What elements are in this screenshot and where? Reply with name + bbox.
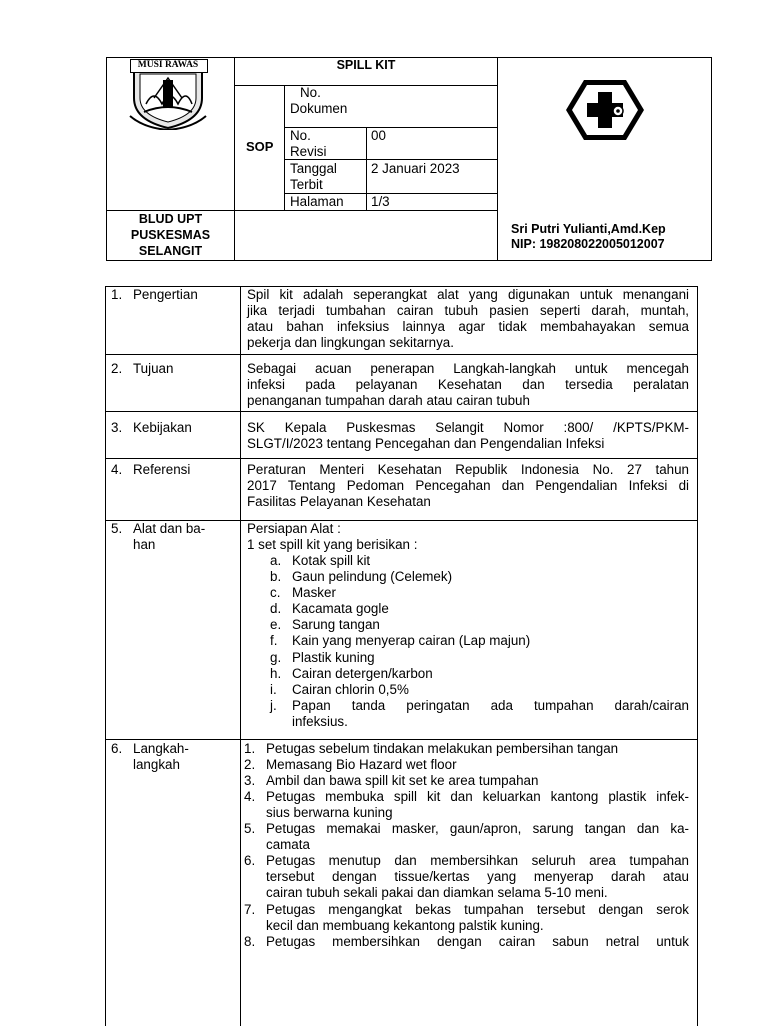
section-text-line: Sebagai acuan penerapan Langkah-langkah untuk mencegah [247,361,689,376]
step-marker: 5. [244,821,256,836]
list-marker: j. [270,698,277,713]
step-item: Petugas membuka spill kit dan keluarkan kantong plastik infek- [266,789,689,804]
step-marker: 2. [244,757,256,772]
list-marker: c. [270,585,281,600]
section-intro-line: Persiapan Alat : [247,521,341,536]
section-text-line: Spil kit adalah seperangkat alat yang digunakan untuk menangani [247,287,689,302]
list-item: Papan tanda peringatan ada tumpahan darah/cairan [292,698,689,713]
section-text-line: SK Kepala Puskesmas Selangit Nomor :800/ /KPTS/PKM- [247,420,689,435]
step-marker: 1. [244,741,256,756]
list-item: Kain yang menyerap cairan (Lap majun) [292,633,531,648]
list-item: Gaun pelindung (Celemek) [292,569,453,584]
section-text-line: infeksi pada pelayanan Kesehatan dan tersedia peralatan [247,377,689,392]
logo-banner-text: MUSI RAWAS [137,60,199,70]
step-item: sius berwarna kuning [266,805,393,820]
section-title: langkah [133,757,180,772]
step-marker: 3. [244,773,256,788]
list-item: Kacamata gogle [292,601,389,616]
list-marker: g. [270,650,282,665]
meta-value-halaman: 1/3 [371,194,390,209]
document-title: SPILL KIT [336,58,396,72]
section-title: han [133,537,156,552]
meta-label-dokumen-1: No. [300,85,321,100]
list-item: Sarung tangan [292,617,380,632]
meta-label-revisi-2: Revisi [290,144,327,159]
org-name-line-1: BLUD UPT [138,212,203,226]
step-marker: 6. [244,853,256,868]
signer-nip: NIP: 198208022005012007 [511,237,665,251]
list-item: Cairan detergen/karbon [292,666,433,681]
list-item: Kotak spill kit [292,553,371,568]
step-item: Petugas memakai masker, gaun/apron, sarung tangan dan ka- [266,821,689,836]
section-text-line: pekerja dan lingkungan sekitarnya. [247,335,454,350]
section-text-line: Peraturan Menteri Kesehatan Republik Indonesia No. 27 tahun [247,462,689,477]
section-text-line: jika terjadi tumbahan cairan tubuh pasien seperti darah, muntah, [247,303,689,318]
step-item: Petugas mengangkat bekas tumpahan tersebut dengan serok [266,902,689,917]
step-marker: 7. [244,902,256,917]
org-name-line-2: PUSKESMAS [130,228,211,242]
puskesmas-logo [564,78,646,142]
org-name-line-3: SELANGIT [138,244,203,258]
meta-value-revisi: 00 [371,128,386,143]
meta-label-revisi-1: No. [290,128,311,143]
step-item: camata [266,837,310,852]
step-item: Petugas menutup dan membersihkan seluruh area tumpahan [266,853,689,868]
list-item: Plastik kuning [292,650,375,665]
list-marker: d. [270,601,282,616]
meta-label-dokumen-2: Dokumen [290,101,348,116]
meta-label-tanggal-1: Tanggal [290,161,337,176]
section-title: Tujuan [133,361,174,376]
meta-label-tanggal-2: Terbit [290,177,323,192]
section-title: Langkah- [133,741,189,756]
section-title: Kebijakan [133,420,192,435]
meta-value-tanggal: 2 Januari 2023 [371,161,460,176]
puskesmas-cross-logo-icon [564,78,646,142]
step-item: Memasang Bio Hazard wet floor [266,757,457,772]
section-text-line: 2017 Tentang Pedoman Pencegahan dan Pengendalian Infeksi di [247,478,689,493]
step-item: cairan tubuh sekali pakai dan diamkan selama 5-10 meni. [266,885,608,900]
section-number: 5. [111,521,123,536]
list-marker: i. [270,682,277,697]
section-number: 1. [111,287,123,302]
section-number: 3. [111,420,123,435]
step-marker: 4. [244,789,256,804]
list-marker: b. [270,569,282,584]
step-item: Petugas sebelum tindakan melakukan pembersihan tangan [266,741,619,756]
step-item: Ambil dan bawa spill kit set ke area tumpahan [266,773,539,788]
section-text-line: SLGT/I/2023 tentang Pencegahan dan Pengendalian Infeksi [247,436,605,451]
meta-label-halaman: Halaman [290,194,344,209]
section-title: Referensi [133,462,191,477]
section-intro-line: 1 set spill kit yang berisikan : [247,537,418,552]
step-item: Petugas membersihkan dengan cairan sabun netral untuk [266,934,689,949]
list-marker: f. [270,633,278,648]
step-item: kecil dan membuang kekantong palstik kuning. [266,918,544,933]
section-number: 4. [111,462,123,477]
list-marker: e. [270,617,282,632]
section-number: 6. [111,741,123,756]
section-title: Alat dan ba- [133,521,206,536]
section-text-line: Fasilitas Pelayanan Kesehatan [247,494,431,509]
sop-label: SOP [246,139,274,154]
list-item: infeksius. [292,714,348,729]
step-item: tersebut dengan tissue/kertas yang menyerap darah atau [266,869,689,884]
section-number: 2. [111,361,123,376]
list-item: Masker [292,585,336,600]
step-marker: 8. [244,934,256,949]
list-marker: a. [270,553,282,568]
section-title: Pengertian [133,287,198,302]
list-marker: h. [270,666,282,681]
section-text-line: atau bahan infeksius lainnya agar tidak membahayakan semua [247,319,689,334]
signer-name: Sri Putri Yulianti,Amd.Kep [511,222,666,236]
list-item: Cairan chlorin 0,5% [292,682,409,697]
section-text-line: penanganan tumpahan darah atau cairan tubuh [247,393,530,408]
